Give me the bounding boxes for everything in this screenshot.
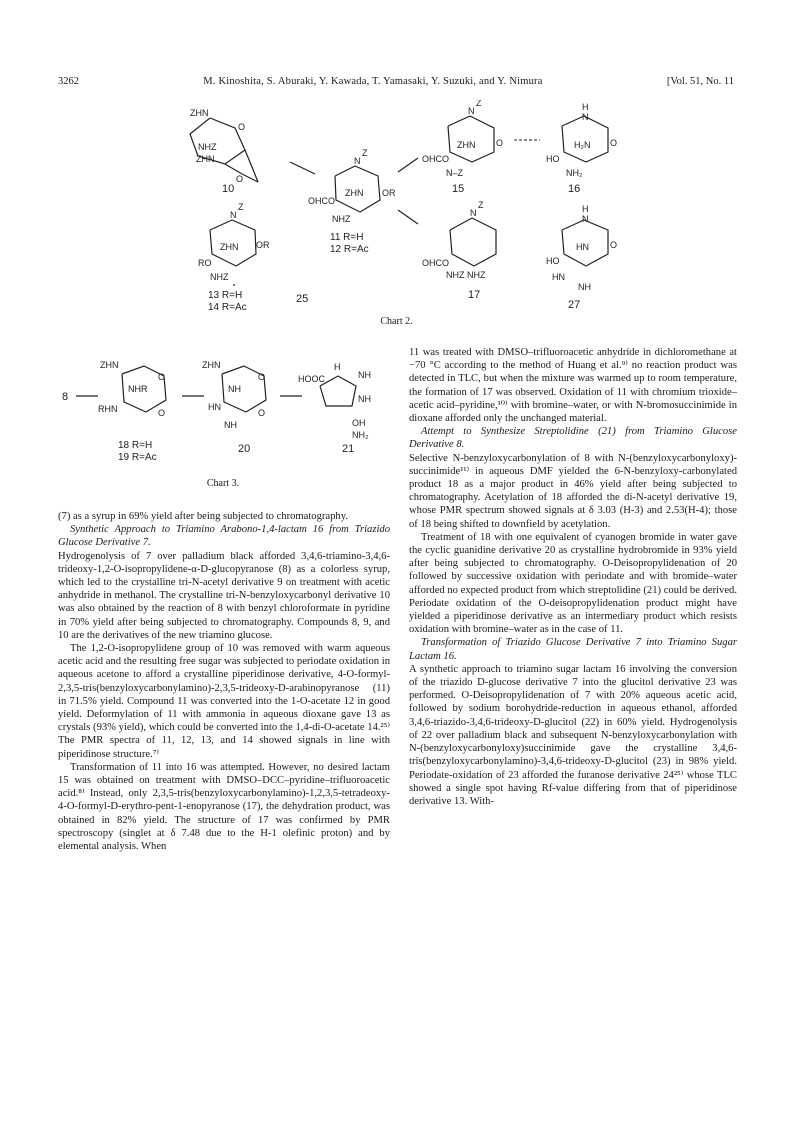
svg-text:O: O xyxy=(610,240,618,250)
svg-text:RHN: RHN xyxy=(98,404,118,414)
svg-text:NHZ: NHZ xyxy=(198,142,217,152)
label-21: 21 xyxy=(342,443,355,455)
chart-2-caption: Chart 2. xyxy=(380,316,413,327)
label-27: 27 xyxy=(568,299,581,311)
structure-27 xyxy=(546,204,617,311)
svg-text:N: N xyxy=(582,214,589,224)
svg-text:NH₂: NH₂ xyxy=(352,430,369,440)
section-heading: Synthetic Approach to Triamino Arabono-1,4-lactam 16 from Triazido Glucose Derivative 7. xyxy=(58,524,390,549)
svg-text:N: N xyxy=(582,112,589,122)
chart-3-caption: Chart 3. xyxy=(206,478,240,489)
svg-text:NH: NH xyxy=(224,420,237,430)
structure-20 xyxy=(202,360,266,455)
section-heading: Attempt to Synthesize Streptolidine (21) from Triamino Glucose Derivative 8. xyxy=(409,426,737,451)
label-12: 12 R=Ac xyxy=(330,244,369,255)
svg-text:HOOC: HOOC xyxy=(298,374,325,384)
svg-text:OR: OR xyxy=(256,240,270,250)
svg-text:OHCO: OHCO xyxy=(422,258,449,268)
label-18: 18 R=H xyxy=(118,440,153,451)
svg-text:Z: Z xyxy=(476,100,482,108)
svg-text:ZHN: ZHN xyxy=(100,360,119,370)
structure-17 xyxy=(422,200,496,301)
running-authors: M. Kinoshita, S. Aburaki, Y. Kawada, T. Yamasaki, Y. Suzuki, and Y. Nimura xyxy=(203,76,543,87)
structure-11-12 xyxy=(308,148,396,255)
svg-text:NHZ: NHZ xyxy=(210,272,229,282)
structure-16 xyxy=(546,102,617,195)
label-11: 11 R=H xyxy=(330,232,364,243)
paragraph: (7) as a syrup in 69% yield after being subjected to chromatography. xyxy=(58,511,348,522)
label-13: 13 R=H xyxy=(208,290,243,301)
svg-text:N–Z: N–Z xyxy=(446,168,464,178)
svg-text:OHCO: OHCO xyxy=(422,154,449,164)
structure-15 xyxy=(422,100,503,195)
svg-text:HO: HO xyxy=(546,154,560,164)
paragraph: The 1,2-O-isopropylidene group of 10 was removed with warm aqueous acetic acid and the resulting free sugar was subjected to periodate oxidation in aqueous acetone to afford a crystalline piperidinose derivative, 4-O-formyl-2,3,5-tris(benzyloxycarbonylamino)-2,3,5-trideoxy-D-arabinopyranose (11) in 71.5% yield. Compound 11 was converted into the 1-O-acetate 12 in good yield. Deformylation of 11 with ammonia in aqueous dioxane gave 13 as crystals (93% yield), which could be converted into the 1,4-di-O-acetate 14.²⁵⁾ The PMR spectra of 11, 12, 13, and 14 showed signals in line with piperidinose structure.⁷⁾ xyxy=(58,643,390,760)
structure-21 xyxy=(298,362,371,455)
svg-text:NHZ: NHZ xyxy=(332,214,351,224)
label-10: 10 xyxy=(222,183,235,195)
svg-text:OHCO: OHCO xyxy=(308,196,335,206)
paragraph: Hydrogenolysis of 7 over palladium black afforded 3,4,6-triamino-3,4,6-trideoxy-1,2-O-isopropylidene-α-D-glucopyranose (8) as a colorless syrup, which led to the crystalline tri-N-acetyl derivative 9 on treatment with acetic anhydride in methanol. The crystalline tri-N-benzyloxycarbonyl derivative 10 was also obtained by the reaction of 8 with benzyl chloroformate in pyridine in 70% yield after being subjected to chromatography. Compounds 8, 9, and 10 are the derivatives of the new triamino glucose. xyxy=(58,550,390,641)
svg-text:OR: OR xyxy=(382,188,396,198)
label-25: 25 xyxy=(296,293,309,305)
structure-10 xyxy=(190,108,258,195)
paragraph: Transformation of 11 into 16 was attempted. However, no desired lactam 15 was obtained on treatment with DMSO–DCC–pyridine–trifluoroacetic acid.⁸⁾ Instead, only 2,3,5-tris(benzyloxycarbonylamino)-1,2,3,5-tetradeoxy-4-O-formyl-D-erythro-pent-1-enopyranose (17), the dehydration product, was obtained in 82% yield. The structure of 17 was confirmed by PMR spectroscopy (singlet at δ 7.48 due to the H-1 olefinic proton) and by elemental analysis. When xyxy=(58,761,390,853)
svg-text:NH: NH xyxy=(358,394,371,404)
svg-text:N: N xyxy=(470,208,477,218)
svg-text:O: O xyxy=(158,408,166,418)
label-17: 17 xyxy=(468,289,481,301)
structure-18-19 xyxy=(98,360,166,463)
svg-text:O: O xyxy=(236,174,244,184)
svg-text:N: N xyxy=(468,106,475,116)
svg-text:Z: Z xyxy=(238,202,244,212)
svg-text:NHZ NHZ: NHZ NHZ xyxy=(446,270,486,280)
paragraph: A synthetic approach to triamino sugar lactam 16 involving the conversion of the triazido D-glucose derivative 7 into the glucitol derivative 23 was performed. O-Deisopropylidenation of 7 with 20% aqueous acetic acid, followed by sodium borohydride-reduction in aqueous ethanol, afforded 3,4,6-triazido-3,4,6-trideoxy-D-glucitol (22) in 60% yield. Hydrogenolysis of 22 over palladium black and subsequent N-benzyloxycarbonylation with N-(benzyloxycarbonyloxy)succinimide gave the crystalline 3,4,6-tris(benzyloxycarbonylamino)-3,4,6-trideoxy-D-glucitol (23) in 98% yield. Periodate-oxidation of 23 afforded the furanose derivative 24²⁵⁾ whose TLC showed a single spot having Rf-value differing from that of piperidinose derivative 13. With- xyxy=(409,663,737,807)
label-15: 15 xyxy=(452,183,465,195)
svg-text:ZHN: ZHN xyxy=(345,188,364,198)
svg-text:O: O xyxy=(610,138,618,148)
svg-text:ZHN: ZHN xyxy=(457,140,476,150)
svg-text:O: O xyxy=(496,138,504,148)
page-header xyxy=(58,76,734,87)
svg-text:RO: RO xyxy=(198,258,212,268)
svg-text:H: H xyxy=(582,102,589,112)
label-20: 20 xyxy=(238,443,251,455)
label-14: 14 R=Ac xyxy=(208,302,247,313)
section-heading: Transformation of Triazido Glucose Derivative 7 into Triamino Sugar Lactam 16. xyxy=(409,637,737,662)
svg-text:NH: NH xyxy=(578,282,591,292)
svg-text:NH: NH xyxy=(228,384,241,394)
right-column xyxy=(409,346,737,808)
svg-text:N: N xyxy=(354,156,361,166)
svg-text:HN: HN xyxy=(576,242,589,252)
svg-text:ZHN: ZHN xyxy=(190,108,209,118)
svg-text:NH: NH xyxy=(358,370,371,380)
svg-text:O: O xyxy=(238,122,246,132)
svg-text:NH₂: NH₂ xyxy=(566,168,583,178)
svg-text:N: N xyxy=(230,210,237,220)
paragraph: 11 was treated with DMSO–trifluoroacetic anhydride in dichloromethane at −70 °C according to the method of Huang et al.⁹⁾ no reaction product was detected in TLC, but when the mixture was warmed up to room temperature, the formation of 17 was observed. Oxidation of 11 with chromium trioxide–acetic acid–pyridine,¹⁰⁾ with bromine–water, or with N-bromosuccinimide in dioxane afforded only the unchanged material. xyxy=(409,347,737,425)
svg-text:O: O xyxy=(258,372,266,382)
svg-text:HN: HN xyxy=(208,402,221,412)
svg-text:ZHN: ZHN xyxy=(196,154,215,164)
svg-text:HN: HN xyxy=(552,272,565,282)
structure-13-14 xyxy=(198,202,270,313)
svg-text:OH: OH xyxy=(352,418,366,428)
svg-text:Z: Z xyxy=(478,200,484,210)
svg-text:H: H xyxy=(582,204,589,214)
label-8: 8 xyxy=(62,391,69,403)
paragraph: Selective N-benzyloxycarbonylation of 8 with N-(benzyloxycarbonyloxy)-succinimide¹¹⁾ in aqueous DMF yielded the 6-N-benzyloxy-carbonylated product 18 as a major product in 46% yield after being subjected to chromatography. Acetylation of 18 afforded the di-N-acetyl derivative 19, whose PMR spectrum showed signals at δ 3.03 (H-3) and 2.53(H-4); those of 18 being shifted to downfield by acetylation. xyxy=(409,452,737,530)
svg-text:Z: Z xyxy=(362,148,368,158)
paragraph: Treatment of 18 with one equivalent of cyanogen bromide in water gave the cyclic guanidine derivative 20 as crystalline hydrobromide in 93% yield after being subjected to chromatography. O-Deisopropylidenation of 20 followed by successive oxidation with periodate and with bromide–water afforded no expected product from which streptolidine (21) could be derived. Periodate oxidation of the O-deisopropylidenation product might have yielded a piperidinose derivative as an intermediary product which resists oxidation with bromine–water as in the case of 11. xyxy=(409,531,737,636)
svg-text:H₂N: H₂N xyxy=(574,140,591,150)
svg-text:O: O xyxy=(258,408,266,418)
left-column xyxy=(58,510,390,853)
chart-3-scheme xyxy=(58,352,388,470)
svg-text:ZHN: ZHN xyxy=(202,360,221,370)
svg-text:NHR: NHR xyxy=(128,384,148,394)
svg-text:HO: HO xyxy=(546,256,560,266)
svg-text:O: O xyxy=(158,372,166,382)
chart-2-scheme xyxy=(150,100,740,328)
svg-text:H: H xyxy=(334,362,341,372)
page-number: 3262 xyxy=(58,76,79,87)
journal-volume: [Vol. 51, No. 11 xyxy=(666,76,734,87)
label-19: 19 R=Ac xyxy=(118,452,157,463)
label-16: 16 xyxy=(568,183,581,195)
svg-text:ZHN: ZHN xyxy=(220,242,239,252)
